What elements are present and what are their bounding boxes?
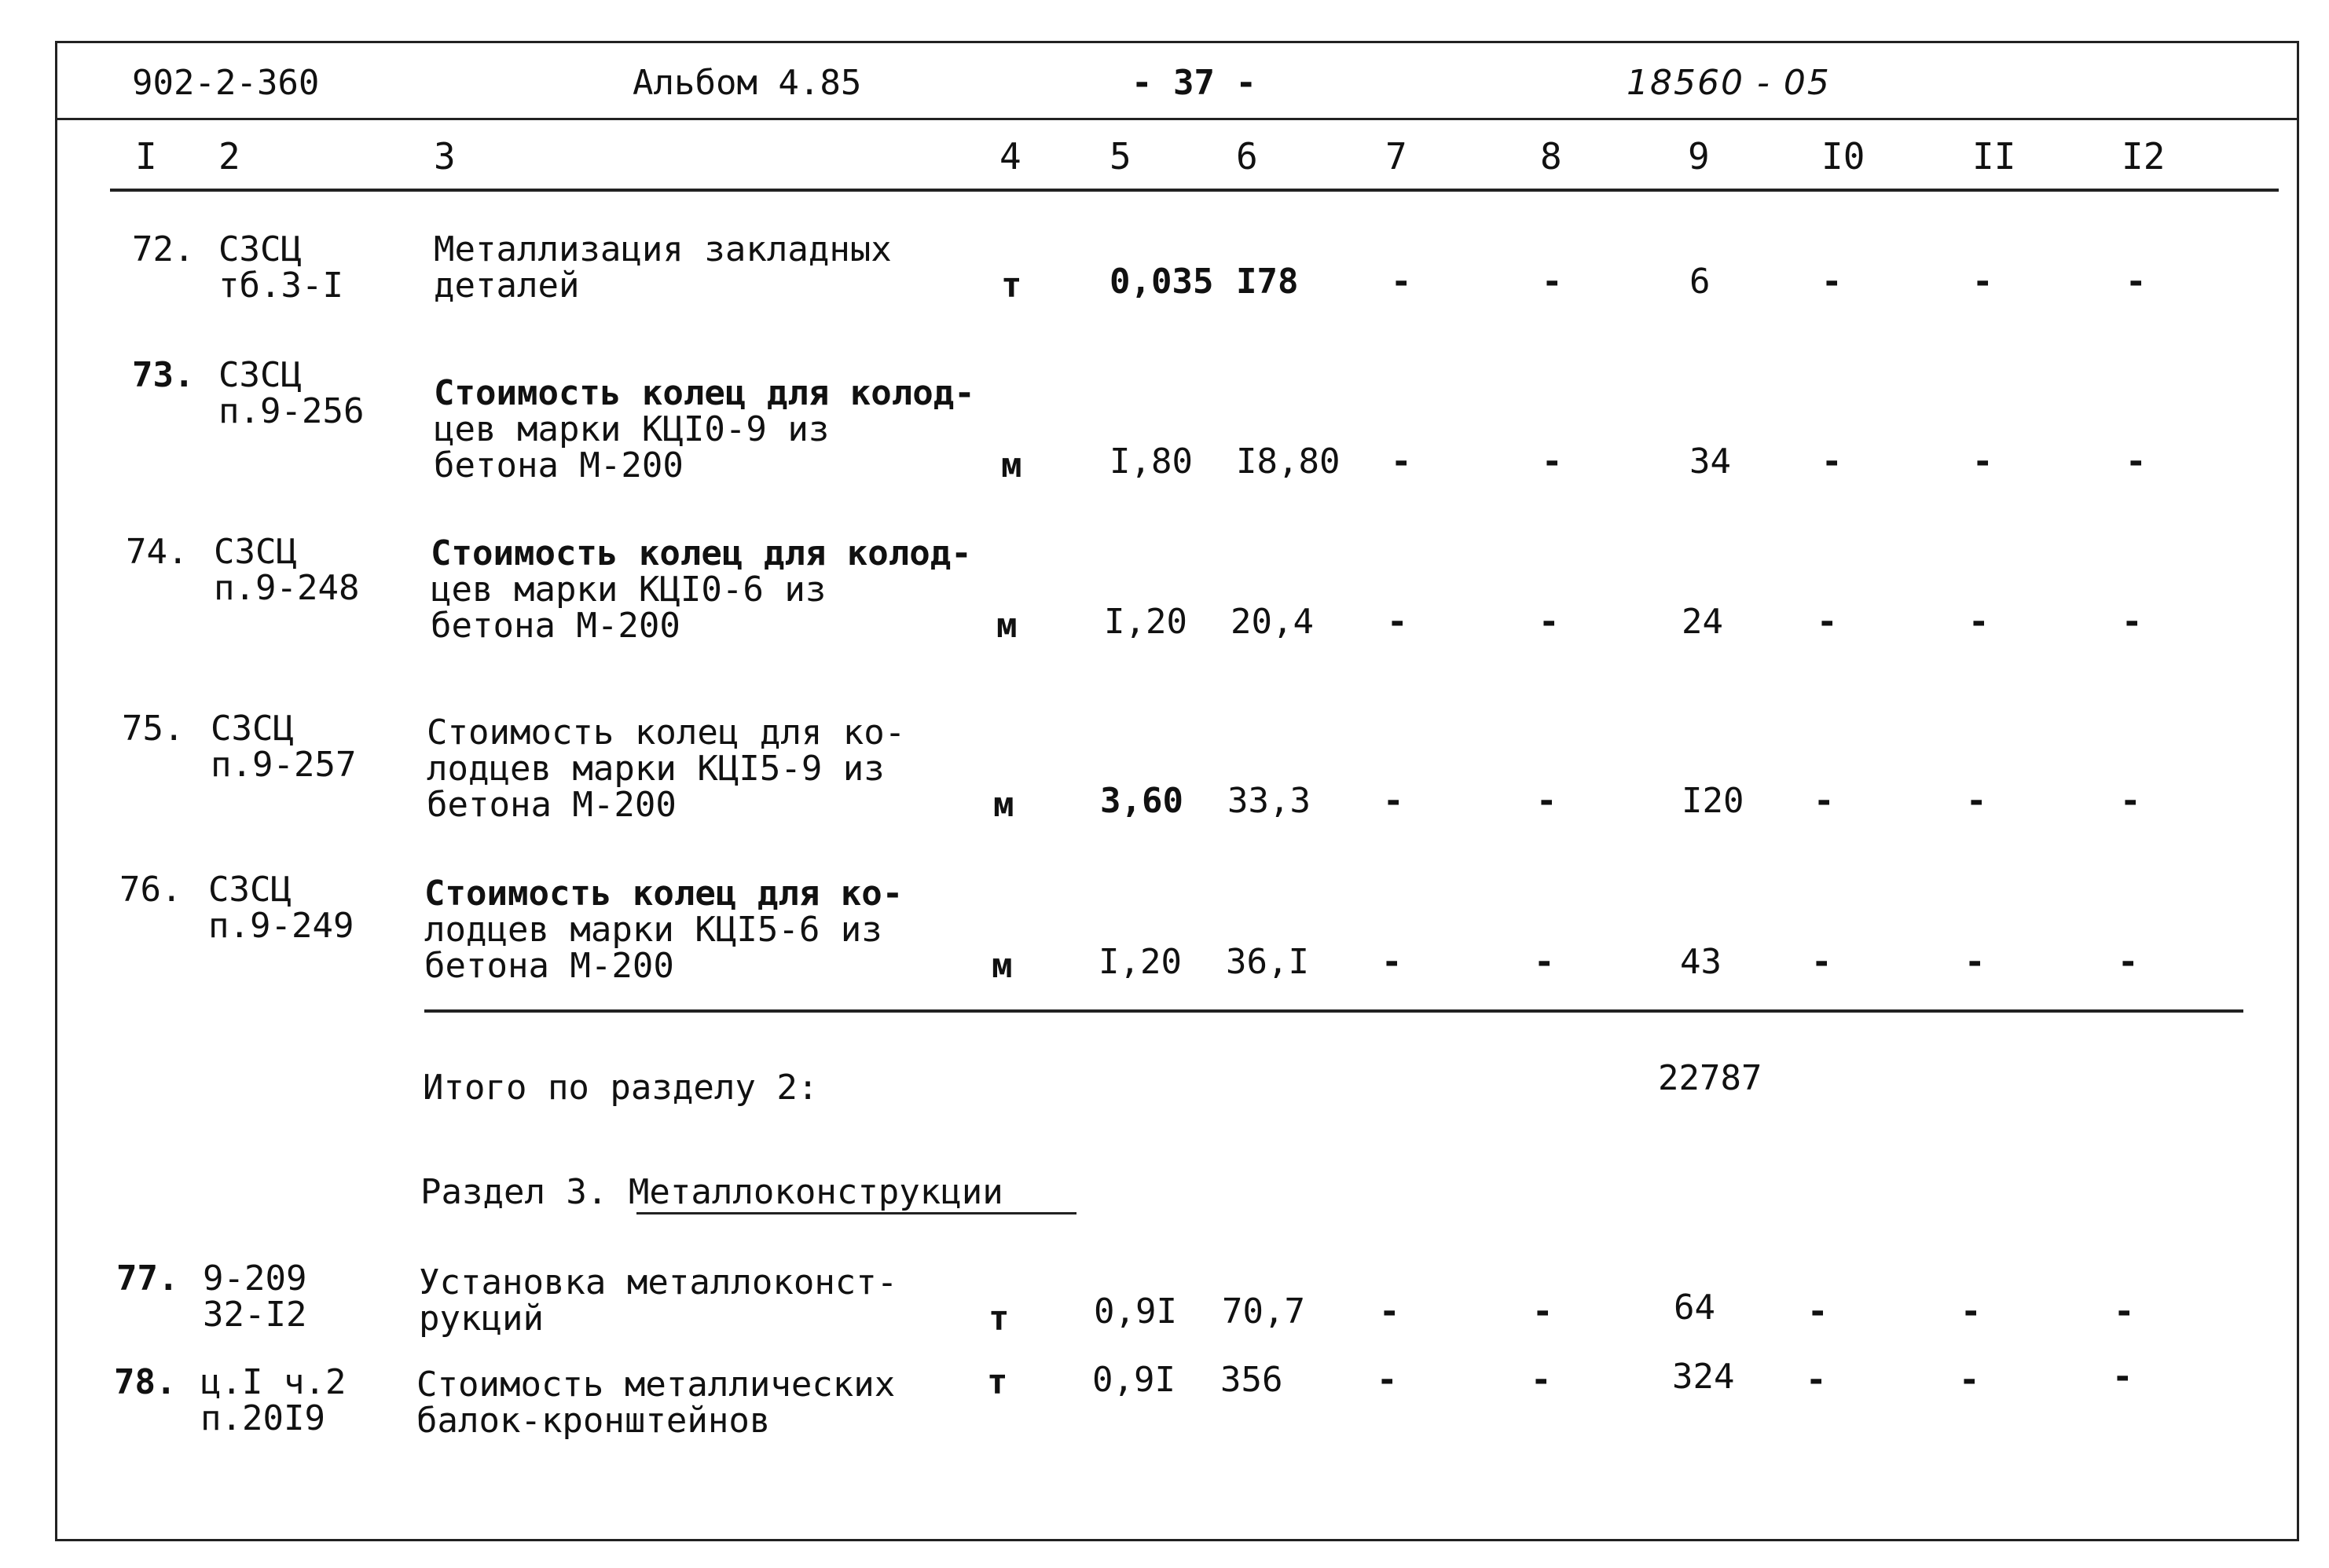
row-desc: Стоимость колец для ко- [427,713,906,753]
row-col10: - [1814,781,1835,821]
row-col8: - [1542,262,1563,302]
row-col8: - [1531,1360,1552,1400]
col-num-3: 3 [434,135,456,178]
row-total: I20 [1682,781,1744,821]
row-ref: СЗСЦ [214,532,297,572]
row-price: 70,7 [1222,1291,1305,1332]
row-desc: деталей [434,266,580,306]
row-col8: - [1542,441,1563,482]
row-col11: - [1966,781,1987,821]
row-price: 356 [1220,1360,1283,1400]
row-col10: - [1806,1360,1827,1400]
col-num-7: 7 [1385,135,1407,178]
row-number: 76. [119,870,182,910]
row-col11: - [1960,1291,1982,1332]
row-col12: - [2122,602,2143,642]
row-col8: - [1539,602,1560,642]
row-unit: м [1001,445,1022,485]
row-total: 324 [1672,1357,1735,1397]
col-num-10: I0 [1821,135,1865,178]
row-total: 24 [1682,602,1723,642]
row-ref: п.9-256 [218,391,365,431]
row-desc: Стоимость колец для колод- [434,373,975,413]
section-prefix: Раздел 3. [420,1172,608,1212]
header-rule [57,118,2297,120]
row-quantity: I,80 [1109,441,1193,482]
row-ref: 32-I2 [203,1295,307,1335]
row-col12: - [2112,1357,2133,1397]
row-col11: - [1959,1360,1980,1400]
row-col12: - [2125,441,2147,482]
row-quantity: 0,035 [1109,262,1214,302]
col-num-2: 2 [218,135,240,178]
section-title: Металлоконструкции [628,1172,1003,1212]
row-ref: ц.I ч.2 [200,1362,347,1402]
row-quantity: 3,60 [1100,781,1183,821]
row-unit: т [988,1299,1010,1339]
row-col10: - [1817,602,1838,642]
row-number: 78. [114,1362,177,1402]
row-ref: п.20I9 [200,1398,325,1438]
row-col11: - [1972,441,1993,482]
row-price: 20,4 [1231,602,1314,642]
row-col7: - [1379,1291,1400,1332]
col-num-1: I [135,135,157,178]
col-num-5: 5 [1109,135,1131,178]
album-label: Альбом 4.85 [633,63,862,103]
row-quantity: I,20 [1098,942,1182,982]
row-col7: - [1383,781,1404,821]
row-desc: Стоимость металлических [416,1365,896,1405]
column-header-rule [110,189,2279,192]
row-col12: - [2114,1291,2135,1332]
row-unit: м [992,946,1013,986]
row-total: 34 [1689,441,1731,482]
row-ref: 9-209 [203,1258,307,1299]
row-col11: - [1972,262,1993,302]
row-desc: лодцев марки КЦI5-6 из [424,910,882,950]
row-unit: м [996,606,1018,646]
row-ref: СЗСЦ [211,709,294,749]
col-num-11: II [1972,135,2016,178]
section-title-underline [636,1212,1076,1214]
row-ref: тб.3-I [218,266,343,306]
row-desc: лодцев марки КЦI5-9 из [427,749,885,789]
row-col10: - [1821,441,1843,482]
row-col11: - [1968,602,1990,642]
row-desc: бетона М-200 [424,946,674,986]
row-unit: м [993,785,1014,825]
section-total-label: Итого по разделу 2: [423,1068,819,1108]
row-desc: Стоимость колец для колод- [431,533,972,573]
row-price: 33,3 [1227,781,1311,821]
row-desc: цев марки КЦI0-6 из [431,570,827,610]
page-number: - 37 - [1131,63,1256,103]
row-ref: СЗСЦ [208,870,292,910]
row-desc: цев марки КЦI0-9 из [434,409,830,449]
row-desc: бетона М-200 [431,606,680,646]
row-col10: - [1811,942,1832,982]
row-col8: - [1536,781,1557,821]
row-col10: - [1821,262,1843,302]
row-desc: Стоимость колец для ко- [424,874,904,914]
col-num-9: 9 [1688,135,1710,178]
row-ref: п.9-248 [214,568,360,608]
row-price: I78 [1236,262,1299,302]
section-separator [424,1009,2243,1013]
row-col7: - [1391,262,1412,302]
row-number: 73. [132,355,195,395]
row-desc: бетона М-200 [434,445,684,485]
row-desc: балок-кронштейнов [416,1401,771,1441]
row-desc: Установка металлоконст- [419,1262,898,1302]
row-col8: - [1532,1291,1553,1332]
row-number: 77. [116,1258,179,1299]
row-unit: т [1001,266,1022,306]
col-num-4: 4 [999,135,1021,178]
row-desc: рукций [419,1299,544,1339]
row-quantity: I,20 [1104,602,1187,642]
row-col11: - [1964,942,1986,982]
row-ref: СЗСЦ [218,229,302,269]
row-total: 64 [1674,1288,1715,1328]
document-code: 902-2-360 [132,63,320,103]
col-num-8: 8 [1540,135,1562,178]
row-ref: п.9-257 [211,745,357,785]
row-col12: - [2118,942,2139,982]
col-num-6: 6 [1236,135,1258,178]
row-price: 36,I [1226,942,1309,982]
row-ref: п.9-249 [208,906,354,946]
row-total: 6 [1689,262,1711,302]
row-col12: - [2125,262,2147,302]
row-number: 72. [132,229,195,269]
row-total: 43 [1680,942,1722,982]
col-num-12: I2 [2122,135,2166,178]
row-col12: - [2120,781,2141,821]
row-col8: - [1534,942,1555,982]
row-quantity: 0,9I [1094,1291,1177,1332]
row-desc: бетона М-200 [427,785,677,825]
handwritten-number: 18560 - 05 [1627,63,1831,103]
row-unit: т [987,1362,1008,1402]
row-number: 74. [126,532,189,572]
row-col10: - [1807,1291,1828,1332]
row-desc: Металлизация закладных [434,229,892,269]
row-price: I8,80 [1236,441,1341,482]
row-col7: - [1377,1360,1398,1400]
row-number: 75. [122,709,185,749]
row-col7: - [1387,602,1408,642]
row-col7: - [1381,942,1403,982]
row-ref: СЗСЦ [218,355,302,395]
section-heading [420,1174,1003,1211]
row-col7: - [1391,441,1412,482]
row-quantity: 0,9I [1092,1360,1176,1400]
section-total-value: 22787 [1658,1058,1762,1098]
